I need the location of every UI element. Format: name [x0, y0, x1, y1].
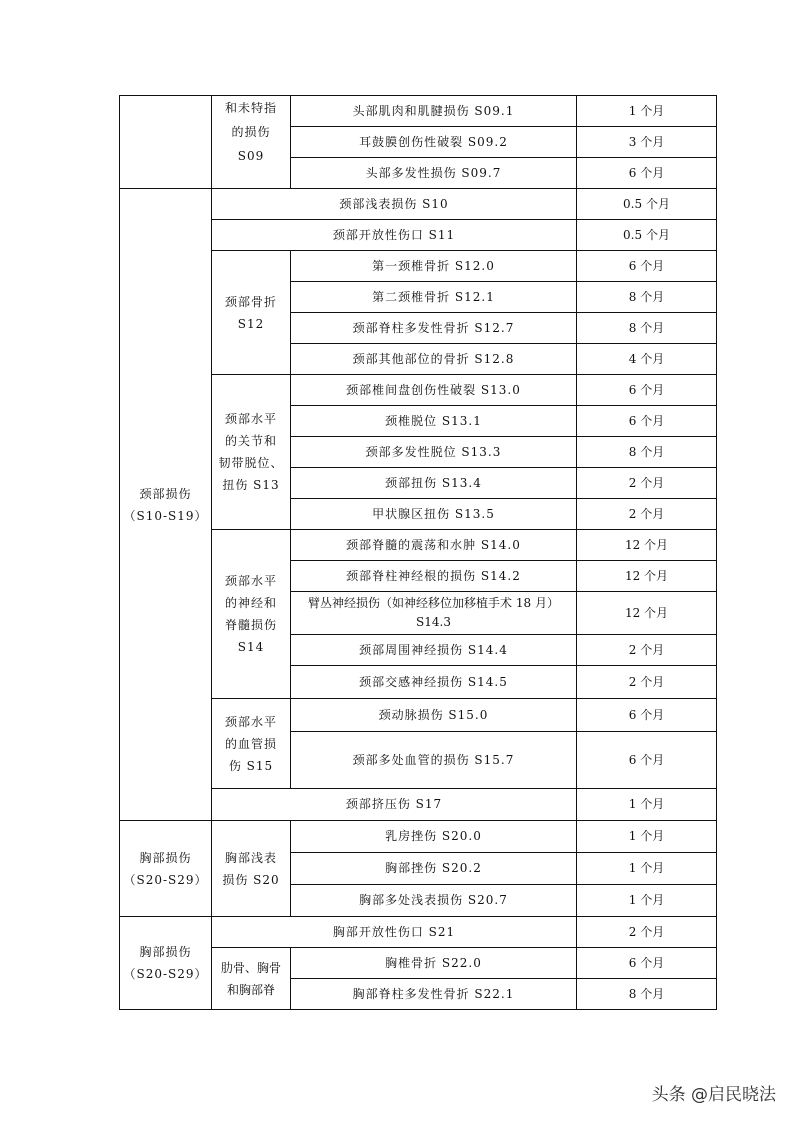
duration-cell: 2 个月	[577, 635, 717, 666]
duration-cell: 6 个月	[577, 158, 717, 189]
duration-cell: 0.5 个月	[577, 189, 717, 220]
subcategory-cell: 颈部水平 的血管损 伤 S15	[212, 699, 291, 789]
injury-item: 颈部挤压伤 S17	[212, 789, 577, 821]
injury-item: 第二颈椎骨折 S12.1	[291, 282, 577, 313]
injury-item: 颈部多处血管的损伤 S15.7	[291, 732, 577, 789]
injury-item: 胸椎骨折 S22.0	[291, 948, 577, 979]
duration-cell: 6 个月	[577, 375, 717, 406]
duration-cell: 6 个月	[577, 699, 717, 732]
duration-cell: 2 个月	[577, 666, 717, 699]
injury-item: 甲状腺区扭伤 S13.5	[291, 499, 577, 530]
injury-item: 胸部挫伤 S20.2	[291, 853, 577, 885]
injury-table	[119, 95, 717, 1010]
injury-item: 胸部开放性伤口 S21	[212, 917, 577, 948]
subcategory-cell: 和未特指 的损伤 S09	[212, 96, 291, 189]
injury-item: 颈部扭伤 S13.4	[291, 468, 577, 499]
injury-item: 颈部脊髓的震荡和水肿 S14.0	[291, 530, 577, 561]
duration-cell: 1 个月	[577, 853, 717, 885]
duration-cell: 1 个月	[577, 96, 717, 127]
category-cell: 胸部损伤 （S20-S29）	[120, 821, 212, 917]
watermark: 头条 @启民晓法	[651, 1085, 776, 1105]
duration-cell: 12 个月	[577, 530, 717, 561]
duration-cell: 2 个月	[577, 499, 717, 530]
table-row	[120, 96, 717, 127]
injury-item: 颈部椎间盘创伤性破裂 S13.0	[291, 375, 577, 406]
injury-item: 颈部交感神经损伤 S14.5	[291, 666, 577, 699]
duration-cell: 6 个月	[577, 948, 717, 979]
subcategory-cell: 颈部骨折 S12	[212, 251, 291, 375]
duration-cell: 8 个月	[577, 437, 717, 468]
subcategory-cell: 颈部水平 的关节和 韧带脱位、 扭伤 S13	[212, 375, 291, 530]
injury-item: 颈部周围神经损伤 S14.4	[291, 635, 577, 666]
injury-item: 颈部脊柱神经根的损伤 S14.2	[291, 561, 577, 592]
duration-cell: 1 个月	[577, 885, 717, 917]
injury-item: 乳房挫伤 S20.0	[291, 821, 577, 853]
duration-cell: 0.5 个月	[577, 220, 717, 251]
injury-item: 第一颈椎骨折 S12.0	[291, 251, 577, 282]
injury-item: 颈部浅表损伤 S10	[212, 189, 577, 220]
table-row	[120, 821, 717, 853]
duration-cell: 3 个月	[577, 127, 717, 158]
table-row	[120, 189, 717, 220]
injury-item: 颈部多发性脱位 S13.3	[291, 437, 577, 468]
duration-cell: 8 个月	[577, 979, 717, 1010]
duration-cell: 6 个月	[577, 732, 717, 789]
duration-cell: 12 个月	[577, 592, 717, 635]
subcategory-cell: 颈部水平 的神经和 脊髓损伤 S14	[212, 530, 291, 699]
category-cell	[120, 96, 212, 189]
category-cell: 胸部损伤 （S20-S29）	[120, 917, 212, 1010]
injury-item: 颈部脊柱多发性骨折 S12.7	[291, 313, 577, 344]
duration-cell: 1 个月	[577, 821, 717, 853]
duration-cell: 12 个月	[577, 561, 717, 592]
duration-cell: 4 个月	[577, 344, 717, 375]
injury-item: 颈动脉损伤 S15.0	[291, 699, 577, 732]
duration-cell: 2 个月	[577, 468, 717, 499]
injury-item: 颈部其他部位的骨折 S12.8	[291, 344, 577, 375]
injury-item: 颈椎脱位 S13.1	[291, 406, 577, 437]
subcategory-cell: 肋骨、胸骨 和胸部脊	[212, 948, 291, 1010]
injury-item: 臂丛神经损伤（如神经移位加移植手术 18 月） S14.3	[291, 592, 577, 635]
injury-item: 胸部多处浅表损伤 S20.7	[291, 885, 577, 917]
duration-cell: 8 个月	[577, 313, 717, 344]
injury-item: 头部多发性损伤 S09.7	[291, 158, 577, 189]
injury-item: 胸部脊柱多发性骨折 S22.1	[291, 979, 577, 1010]
subcategory-cell: 胸部浅表 损伤 S20	[212, 821, 291, 917]
duration-cell: 8 个月	[577, 282, 717, 313]
injury-item: 颈部开放性伤口 S11	[212, 220, 577, 251]
duration-cell: 6 个月	[577, 251, 717, 282]
duration-cell: 1 个月	[577, 789, 717, 821]
injury-item: 头部肌肉和肌腱损伤 S09.1	[291, 96, 577, 127]
duration-cell: 6 个月	[577, 406, 717, 437]
duration-cell: 2 个月	[577, 917, 717, 948]
injury-item: 耳鼓膜创伤性破裂 S09.2	[291, 127, 577, 158]
category-cell: 颈部损伤 （S10-S19）	[120, 189, 212, 821]
table-row	[120, 917, 717, 948]
